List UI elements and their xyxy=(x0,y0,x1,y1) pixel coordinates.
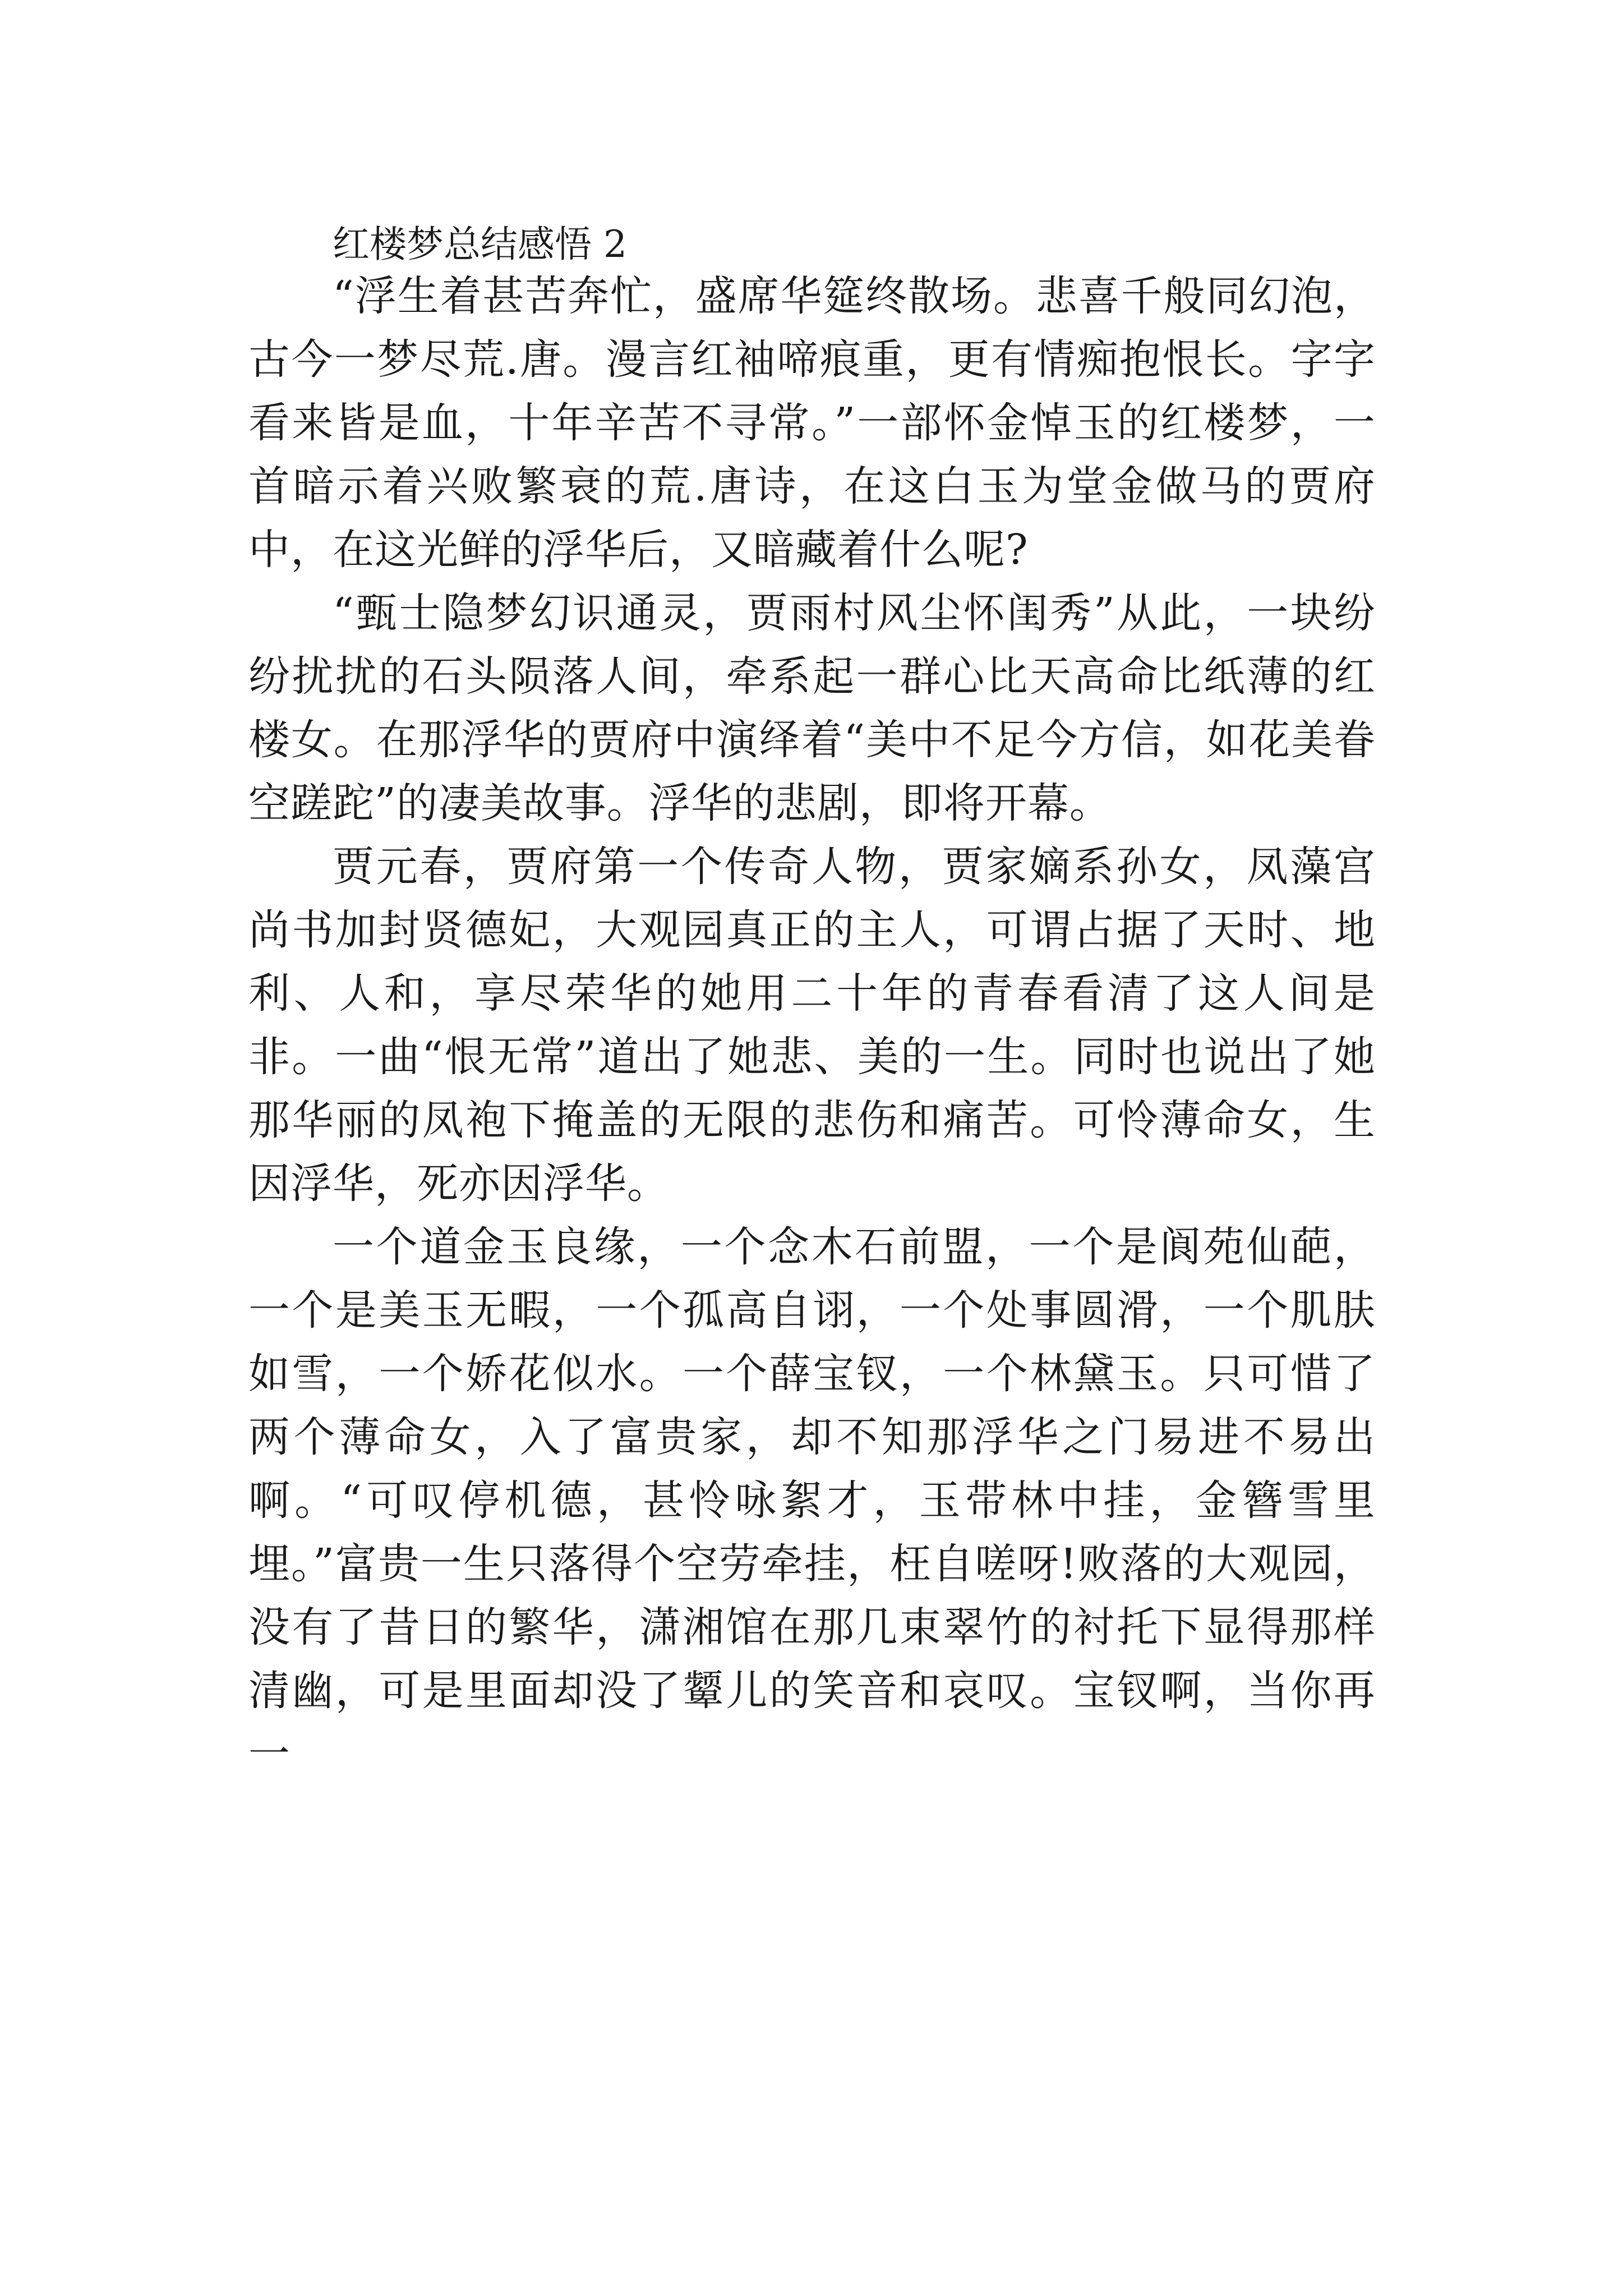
document-title: 红楼梦总结感悟 2 xyxy=(333,223,627,266)
document-body xyxy=(248,265,1376,1786)
paragraph: 贾元春，贾府第一个传奇人物，贾家嫡系孙女，凤藻宫尚书加封贤德妃，大观园真正的主人，可谓占据了天时、地利、人和，享尽荣华的她用二十年的青春看清了这人间是非。一曲“恨无常”道出了她悲、美的一生。同时也说出了她那华丽的凤袍下掩盖的无限的悲伤和痛苦。可怜薄命女，生因浮华，死亦因浮华。 xyxy=(248,843,1376,1208)
paragraph: 一个道金玉良缘，一个念木石前盟，一个是阆苑仙葩，一个是美玉无暇，一个孤高自诩，一个处事圆滑，一个肌肤如雪，一个娇花似水。一个薛宝钗，一个林黛玉。只可惜了两个薄命女，入了富贵家，却不知那浮华之门易进不易出啊。“可叹停机德，甚怜咏絮才，玉带林中挂，金簪雪里埋。”富贵一生只落得个空劳牵挂，枉自嗟呀!败落的大观园，没有了昔日的繁华，潇湘馆在那几束翠竹的衬托下显得那样清幽，可是里面却没了颦儿的笑音和哀叹。宝钗啊，当你再一 xyxy=(248,1223,1376,1778)
paragraph: “浮生着甚苦奔忙，盛席华筵终散场。悲喜千般同幻泡，古今一梦尽荒.唐。漫言红袖啼痕重，更有情痴抱恨长。字字看来皆是血，十年辛苦不寻常。”一部怀金悼玉的红楼梦，一首暗示着兴败繁衰的荒.唐诗，在这白玉为堂金做马的贾府中，在这光鲜的浮华后，又暗藏着什么呢? xyxy=(248,272,1376,574)
paragraph: “甄士隐梦幻识通灵，贾雨村风尘怀闺秀”从此，一块纷纷扰扰的石头陨落人间，牵系起一群心比天高命比纸薄的红楼女。在那浮华的贾府中演绎着“美中不足今方信，如花美眷空蹉跎”的凄美故事。浮华的悲剧，即将开幕。 xyxy=(248,589,1376,827)
